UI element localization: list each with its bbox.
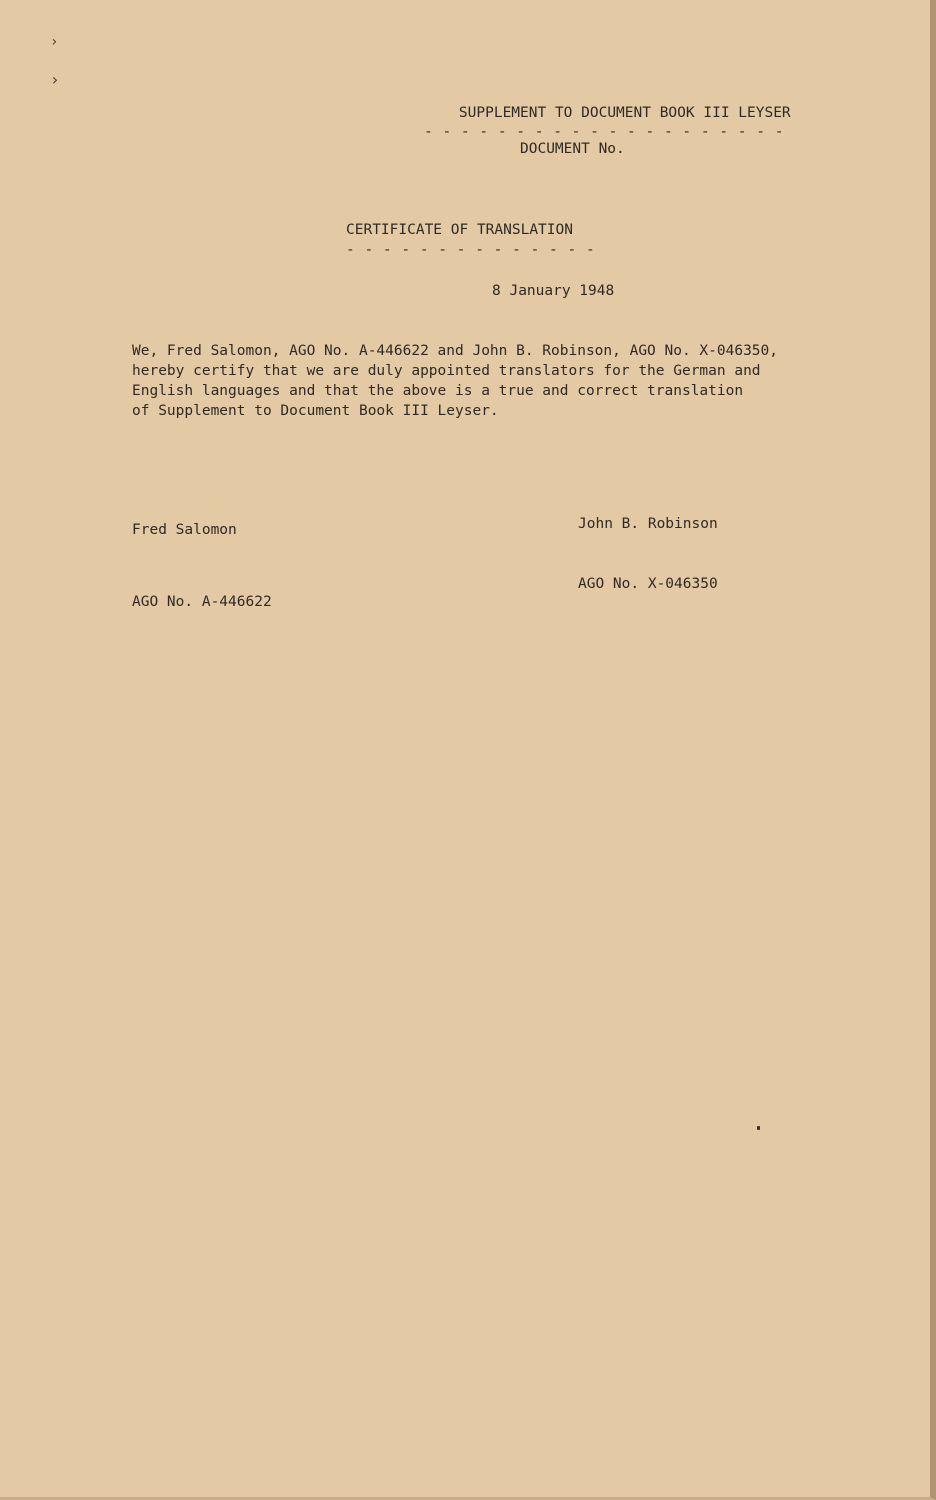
signature-left-ago: AGO No. A-446622 xyxy=(132,594,272,610)
certificate-title-rule: - - - - - - - - - - - - - - xyxy=(346,242,596,258)
body-line: of Supplement to Document Book III Leyser. xyxy=(132,403,499,419)
header-rule: - - - - - - - - - - - - - - - - - - - - xyxy=(424,124,784,140)
certificate-title: CERTIFICATE OF TRANSLATION xyxy=(346,222,573,238)
body-line: We, Fred Salomon, AGO No. A-446622 and John B. Robinson, AGO No. X-046350, xyxy=(132,343,779,359)
signature-right-ago: AGO No. X-046350 xyxy=(578,576,718,592)
certificate-body xyxy=(132,341,862,421)
certificate-date: 8 January 1948 xyxy=(492,283,615,299)
signature-right xyxy=(578,474,718,634)
paper-speck xyxy=(757,1126,760,1130)
body-line: hereby certify that we are duly appointed translators for the German and xyxy=(132,363,761,379)
signature-left-name: Fred Salomon xyxy=(132,522,237,538)
header-title: SUPPLEMENT TO DOCUMENT BOOK III LEYSER xyxy=(458,105,791,121)
header-document-number: DOCUMENT No. xyxy=(520,141,625,157)
signature-left xyxy=(132,470,272,662)
signature-right-name: John B. Robinson xyxy=(578,516,718,532)
body-line: English languages and that the above is a true and correct translation xyxy=(132,383,744,399)
margin-mark-scribble: › xyxy=(50,70,60,89)
document-header xyxy=(424,86,804,194)
margin-mark-arrow: › xyxy=(50,34,59,50)
